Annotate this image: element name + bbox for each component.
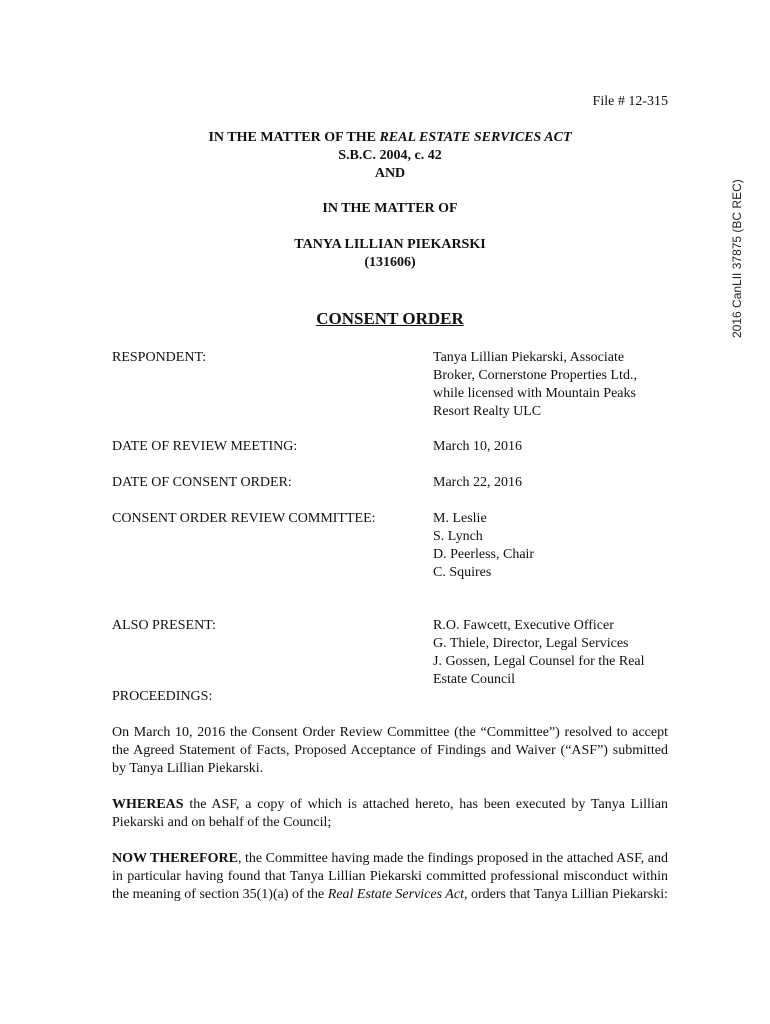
act-reference: Real Estate Services Act, (327, 887, 468, 902)
respondent-label: RESPONDENT: (112, 350, 207, 365)
committee-label: CONSENT ORDER REVIEW COMMITTEE: (112, 511, 376, 526)
attendee: G. Thiele, Director, Legal Services (433, 636, 629, 651)
header-act-name: REAL ESTATE SERVICES ACT (379, 130, 572, 145)
licence-number: (131606) (364, 255, 416, 270)
now-therefore-end: orders that Tanya Lillian Piekarski: (467, 887, 669, 902)
committee-member: M. Leslie (433, 511, 487, 526)
paragraph-now-therefore (112, 850, 668, 904)
header-and: AND (374, 166, 406, 181)
paragraph-resolution: On March 10, 2016 the Consent Order Review Committee (the “Committee”) resolved to accept the Agreed Statement of Facts, Proposed Acceptance of Findings and Waiver (“ASF”) submitted by Tanya Lillian Piekarski. (112, 725, 668, 776)
review-meeting-date: March 10, 2016 (433, 439, 523, 454)
also-present-label: ALSO PRESENT: (112, 618, 216, 633)
respondent-value: Tanya Lillian Piekarski, Associate Broker, Cornerstone Properties Ltd., while licensed with Mountain Peaks Resort Realty ULC (433, 350, 637, 419)
header-statute: S.B.C. 2004, c. 42 (338, 148, 442, 163)
review-meeting-label: DATE OF REVIEW MEETING: (112, 439, 298, 454)
document-title: CONSENT ORDER (316, 309, 464, 328)
header-line-act (112, 129, 668, 147)
respondent-name-heading: TANYA LILLIAN PIEKARSKI (294, 237, 486, 252)
paragraph-whereas (112, 796, 668, 832)
whereas-keyword: WHEREAS (112, 797, 184, 812)
header-matter-of: IN THE MATTER OF (322, 201, 458, 216)
consent-order-date-label: DATE OF CONSENT ORDER: (112, 475, 292, 490)
committee-member: D. Peerless, Chair (433, 547, 535, 562)
now-therefore-text: , the Committee having made the findings proposed in the attached ASF, and in particular having found that Tanya Lillian Piekarski committed professional misconduct within the meaning of section 35(1)(a) of the (112, 851, 668, 902)
header-prefix: IN THE MATTER OF THE (208, 130, 380, 145)
attendee: J. Gossen, Legal Counsel for the Real Estate Council (433, 654, 645, 687)
proceedings-label: PROCEEDINGS: (112, 689, 213, 704)
attendee: R.O. Fawcett, Executive Officer (433, 618, 614, 633)
committee-members (433, 510, 668, 582)
whereas-text: the ASF, a copy of which is attached hereto, has been executed by Tanya Lillian Piekarski and on behalf of the Council; (112, 797, 668, 830)
committee-member: S. Lynch (433, 529, 483, 544)
also-present-list (433, 617, 668, 689)
committee-member: C. Squires (433, 565, 492, 580)
canlii-citation: 2016 CanLII 37875 (BC REC) (730, 179, 744, 338)
now-therefore-keyword: NOW THEREFORE (112, 851, 238, 866)
consent-order-date: March 22, 2016 (433, 475, 523, 490)
file-number: File # 12-315 (592, 94, 668, 109)
